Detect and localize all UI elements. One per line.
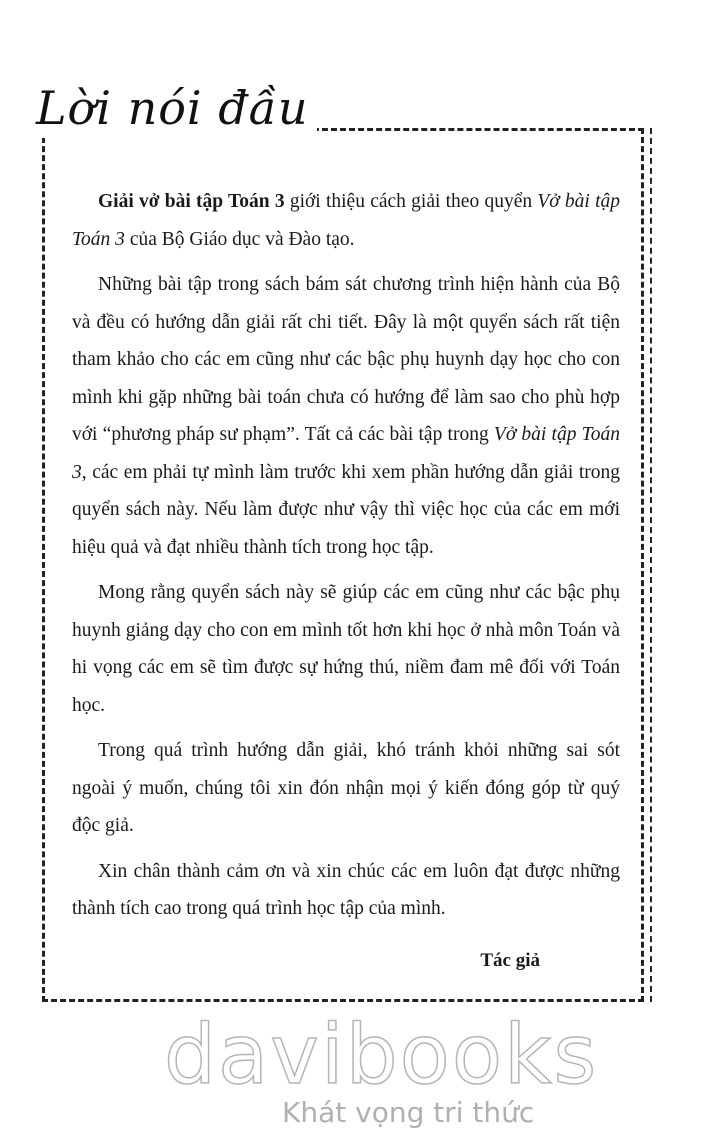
book-title-italic: Vở bài tập Toán 3 bbox=[72, 191, 620, 250]
author-signature: Tác giả bbox=[480, 950, 540, 971]
paragraph-4: Trong quá trình hướng dẫn giải, khó tránh khỏi những sai sót ngoài ý muốn, chúng tôi xin đón nhận mọi ý kiến đóng góp từ quý độc giả. bbox=[72, 740, 620, 836]
paragraph-1-text-b: của Bộ Giáo dục và Đào tạo. bbox=[124, 228, 355, 250]
watermark-brand: davibooks bbox=[164, 1008, 599, 1103]
paragraph-2 bbox=[72, 266, 620, 566]
paragraph-3: Mong rằng quyển sách này sẽ giúp các em cũng như các bậc phụ huynh giảng dạy cho con em mình tốt hơn khi học ở nhà môn Toán và hi vọng các em sẽ tìm được sự hứng thú, niềm đam mê đối với Toán học. bbox=[72, 582, 620, 716]
paragraph-1-text-a: giới thiệu cách giải theo quyển bbox=[284, 191, 538, 212]
preface-body bbox=[72, 183, 620, 936]
dashed-frame-right-edge bbox=[650, 128, 652, 1002]
book-title-italic-2: Vở bài tập Toán 3 bbox=[72, 424, 620, 483]
watermark-slogan: Khát vọng tri thức bbox=[282, 1096, 535, 1129]
paragraph-2-text-b: , các em phải tự mình làm trước khi xem phần hướng dẫn giải trong quyển sách này. Nếu làm được như vậy thì việc học của các em mới hiệu quả và đạt nhiều thành tích trong học tập. bbox=[72, 461, 620, 558]
paragraph-1 bbox=[72, 183, 620, 258]
book-title-bold: Giải vở bài tập Toán 3 bbox=[98, 191, 285, 212]
page-heading: Lời nói đầu bbox=[36, 78, 317, 138]
paragraph-2-text-a: Những bài tập trong sách bám sát chương trình hiện hành của Bộ và đều có hướng dẫn giải rất chi tiết. Đây là một quyển sách rất tiện tham khảo cho các em cũng như các bậc phụ huynh dạy học cho con mình khi gặp những bài toán chưa có hướng để làm sao cho phù hợp với “phương pháp sư phạm”. Tất cả các bài tập trong bbox=[72, 274, 620, 445]
paragraph-5: Xin chân thành cảm ơn và xin chúc các em luôn đạt được những thành tích cao trong quá trình học tập của mình. bbox=[72, 860, 620, 919]
